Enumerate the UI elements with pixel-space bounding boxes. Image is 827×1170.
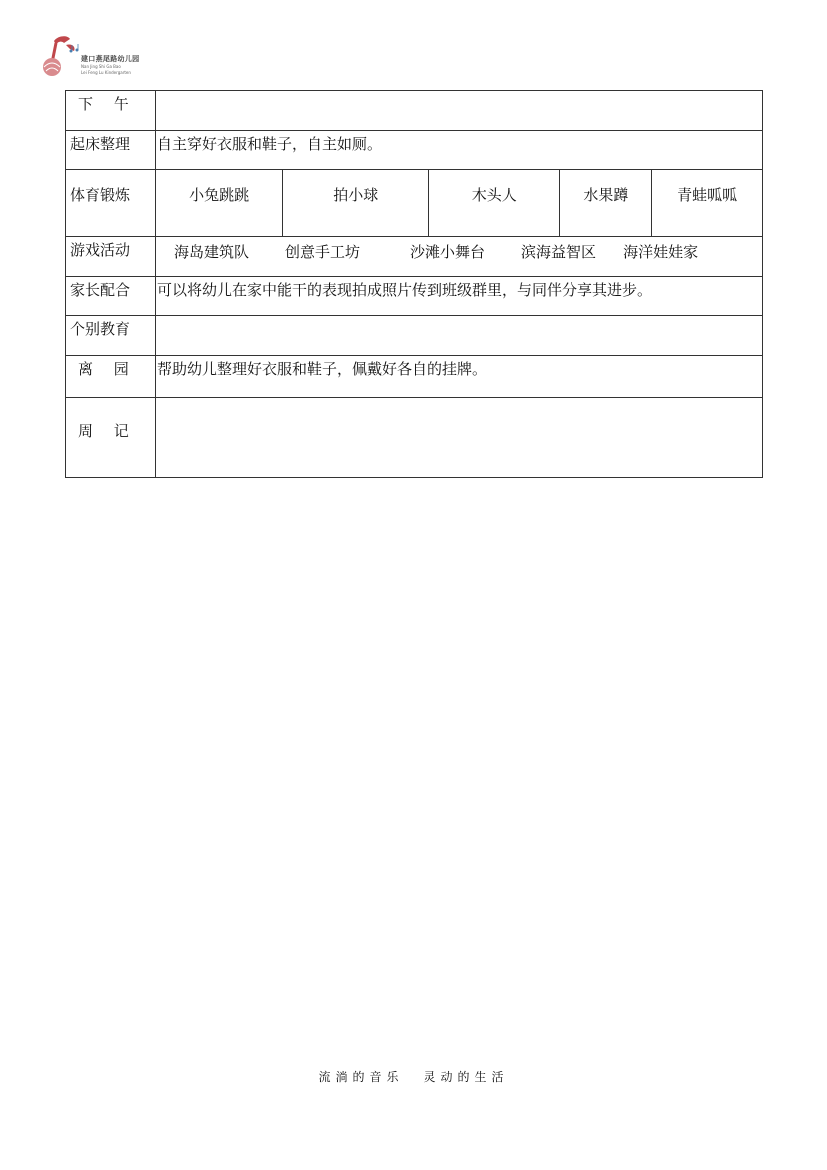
label-pe: 体育锻炼 [66, 170, 156, 237]
content-pe [156, 170, 763, 237]
logo-name-cn: 建口燕尾路幼儿园 [81, 55, 140, 63]
game-item: 创意手工坊 [285, 243, 361, 261]
game-item: 沙滩小舞台 [410, 243, 486, 261]
pe-item: 水果蹲 [560, 170, 652, 236]
row-games [66, 237, 763, 277]
content-wake-up: 自主穿好衣服和鞋子，自主如厕。 [156, 131, 763, 170]
label-wake-up: 起床整理 [66, 131, 156, 170]
logo-name-en: Nan Jing Shi Ga Bao [81, 64, 121, 69]
pe-item: 小兔跳跳 [156, 170, 283, 236]
label-afternoon: 下 午 [66, 91, 156, 131]
pe-item: 拍小球 [283, 170, 429, 236]
music-note-logo-icon [40, 33, 84, 81]
content-weekly [156, 398, 763, 478]
row-parents [66, 277, 763, 316]
label-individual: 个别教育 [66, 316, 156, 356]
content-games [156, 237, 763, 277]
game-items [157, 239, 762, 262]
content-individual [156, 316, 763, 356]
schedule-table [65, 90, 763, 478]
content-leaving: 帮助幼儿整理好衣服和鞋子，佩戴好各自的挂牌。 [156, 356, 763, 398]
pe-item: 木头人 [429, 170, 560, 236]
content-parents: 可以将幼儿在家中能干的表现拍成照片传到班级群里，与同伴分享其进步。 [156, 277, 763, 316]
footer-slogan [0, 1068, 827, 1085]
label-leaving: 离 园 [66, 356, 156, 398]
row-pe [66, 170, 763, 237]
kindergarten-logo [40, 33, 150, 83]
game-item: 海洋娃娃家 [623, 243, 699, 261]
pe-item: 青蛙呱呱 [677, 186, 738, 204]
row-leaving [66, 356, 763, 398]
logo-name-en-2: Lei Feng Lu Kindergarten [81, 70, 131, 75]
label-parents: 家长配合 [66, 277, 156, 316]
footer-slogan-part1: 流淌的音乐 [318, 1070, 404, 1084]
game-item: 海岛建筑队 [174, 243, 250, 261]
game-item: 滨海益智区 [521, 243, 597, 261]
row-afternoon [66, 91, 763, 131]
footer-slogan-part2: 灵动的生活 [423, 1070, 509, 1084]
row-wake-up [66, 131, 763, 170]
pe-items [156, 170, 762, 236]
row-individual [66, 316, 763, 356]
label-games: 游戏活动 [66, 237, 156, 277]
row-weekly [66, 398, 763, 478]
content-afternoon [156, 91, 763, 131]
label-weekly: 周 记 [66, 398, 156, 478]
